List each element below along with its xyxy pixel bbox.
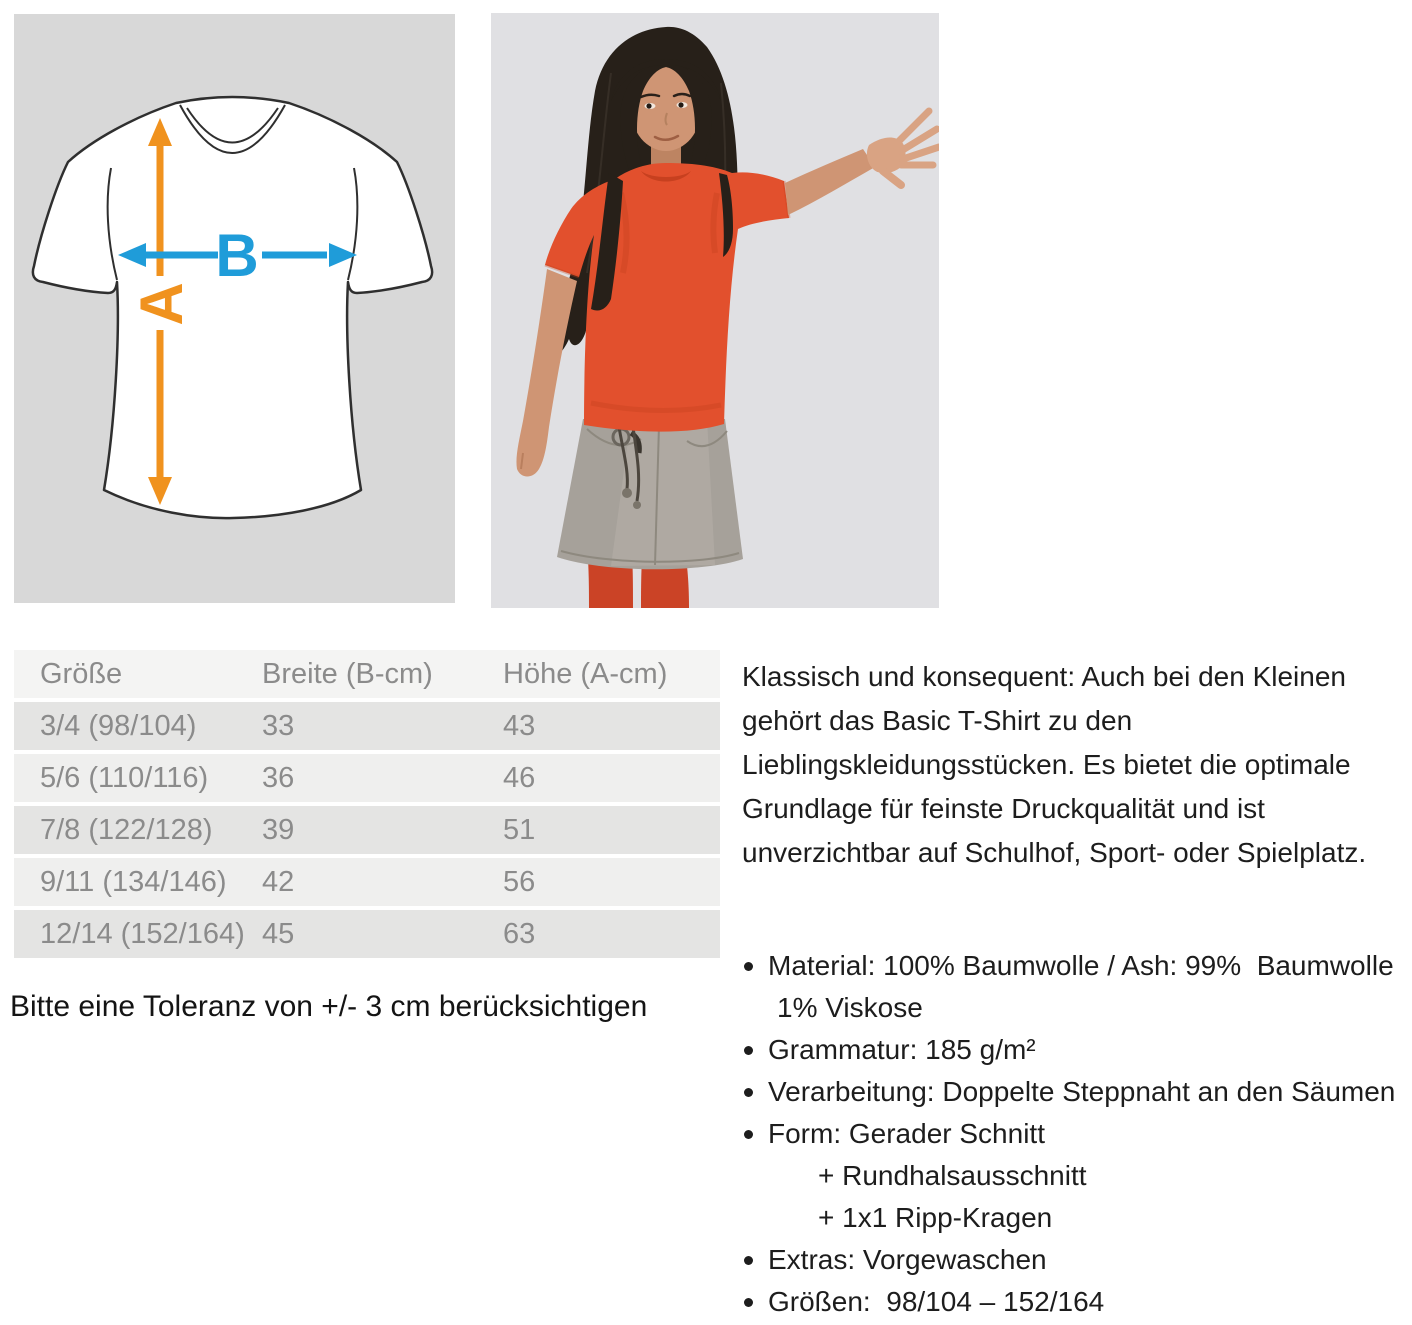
- size-cell: 7/8 (122/128): [40, 813, 213, 846]
- feature-form: Form: Gerader Schnitt + Rundhalsausschnitt + 1x1 Ripp-Kragen: [742, 1113, 1412, 1239]
- table-row: [14, 858, 720, 906]
- breite-cell: 39: [262, 813, 295, 846]
- bullet-dot-icon: [744, 1046, 753, 1055]
- bullet-dot-icon: [744, 1130, 753, 1139]
- hoehe-cell: 56: [503, 865, 536, 898]
- table-row: [14, 754, 720, 802]
- tolerance-note: Bitte eine Toleranz von +/- 3 cm berücksichtigen: [10, 990, 648, 1023]
- breite-cell: 36: [262, 761, 295, 794]
- feature-form-sub: + 1x1 Ripp-Kragen: [818, 1202, 1053, 1233]
- feature-form-sub: + Rundhalsausschnitt: [818, 1160, 1087, 1191]
- product-photo: [491, 13, 939, 608]
- feature-verarbeitung: Verarbeitung: Doppelte Steppnaht an den Säumen: [742, 1071, 1412, 1113]
- column-header-breite: Breite (B-cm): [262, 657, 433, 690]
- size-cell: 9/11 (134/146): [40, 865, 227, 898]
- feature-grammatur: Grammatur: 185 g/m²: [742, 1029, 1412, 1071]
- column-header-groesse: Größe: [40, 657, 123, 690]
- description-line: gehört das Basic T-Shirt zu den: [742, 705, 1133, 736]
- size-diagram-panel: [14, 14, 455, 603]
- size-cell: 5/6 (110/116): [40, 761, 209, 794]
- table-row: [14, 910, 720, 958]
- feature-material: Material: 100% Baumwolle / Ash: 99% Baumwolle 1% Viskose: [742, 945, 1412, 1029]
- tshirt-outline-graphic: [33, 97, 432, 518]
- bullet-dot-icon: [744, 962, 753, 971]
- product-description: [742, 655, 1412, 875]
- size-cell: 3/4 (98/104): [40, 709, 197, 742]
- size-cell: 12/14 (152/164): [40, 917, 245, 950]
- bullet-dot-icon: [744, 1256, 753, 1265]
- tshirt-measurement-diagram: [14, 14, 455, 603]
- table-row: [14, 702, 720, 750]
- label-a: A: [128, 282, 195, 326]
- girl-skirt: [557, 419, 743, 569]
- hoehe-cell: 46: [503, 761, 536, 794]
- breite-cell: 45: [262, 917, 295, 950]
- description-line: Klassisch und konsequent: Auch bei den Kleinen: [742, 661, 1346, 692]
- hoehe-cell: 43: [503, 709, 536, 742]
- hoehe-cell: 51: [503, 813, 536, 846]
- hoehe-cell: 63: [503, 917, 536, 950]
- bullet-dot-icon: [744, 1088, 753, 1097]
- description-line: Lieblingskleidungsstücken. Es bietet die optimale: [742, 749, 1351, 780]
- size-table: [14, 650, 720, 962]
- product-features-list: [742, 945, 1412, 1323]
- column-header-hoehe: Höhe (A-cm): [503, 657, 668, 690]
- bullet-dot-icon: [744, 1298, 753, 1307]
- feature-extras: Extras: Vorgewaschen: [742, 1239, 1412, 1281]
- label-b: B: [215, 222, 259, 289]
- description-line: Grundlage für feinste Druckqualität und ist: [742, 793, 1265, 824]
- feature-groessen: Größen: 98/104 – 152/164: [742, 1281, 1412, 1323]
- description-line: unverzichtbar auf Schulhof, Sport- oder Spielplatz.: [742, 837, 1367, 868]
- size-table-header: [14, 650, 720, 698]
- breite-cell: 33: [262, 709, 295, 742]
- breite-cell: 42: [262, 865, 295, 898]
- model-photo-illustration: [491, 13, 939, 608]
- table-row: [14, 806, 720, 854]
